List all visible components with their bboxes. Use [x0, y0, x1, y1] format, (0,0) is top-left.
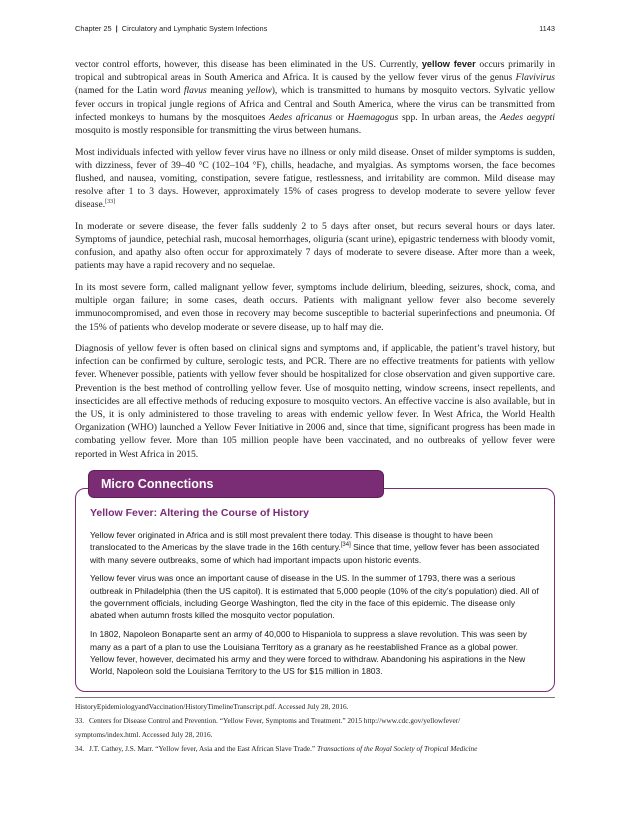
species-aedes-aegypti: Aedes aegypti	[500, 111, 555, 123]
paragraph-malignant-disease: In its most severe form, called malignant yellow fever, symptoms include delirium, bleeding, seizures, shock, coma, and multiple organ failure; in some cases, death occurs. Patients with malignant yellow fever also become severely immunocompromised, and even those in recovery may become susceptible to bacterial superinfections and pneumonia. Of the 15% of patients who develop moderate or severe disease, up to half may die.	[75, 281, 555, 333]
genus-flavivirus: Flavivirus	[515, 72, 555, 84]
text-run: meaning	[206, 85, 247, 97]
text-run: spp. In urban areas, the	[398, 111, 501, 123]
key-term-yellow-fever: yellow fever	[421, 59, 476, 69]
genus-haemagogus: Haemagogus	[347, 111, 399, 123]
micro-connections-tab: Micro Connections	[88, 470, 384, 498]
footnote-number: 34.	[75, 744, 85, 753]
text-run: occurs primarily in tropical and subtropical areas in South America and Africa. It is caused by the yellow fever virus of the genus	[75, 59, 555, 84]
page-number: 1143	[539, 24, 555, 33]
header-separator: |	[113, 24, 120, 33]
footnote-33-text: Centers for Disease Control and Prevention. “Yellow Fever, Symptoms and Treatment.” 2015 http://www.cdc.gov/yellowfever/	[89, 716, 461, 725]
text-run: (named for the Latin word	[75, 85, 184, 97]
header-chapter-title	[75, 24, 267, 33]
section-label: Circulatory and Lymphatic System Infections	[121, 24, 268, 33]
text-run: Yellow fever originated in Africa and is still most prevalent there today. This disease is thought to have been translocated to the Americas by the slave trade in the 16th century.	[90, 530, 493, 553]
footnote-34-journal: Transactions of the Royal Society of Tropical Medicine	[316, 744, 478, 753]
text-run: ), which is transmitted to humans by mosquito vectors. Sylvatic yellow fever occurs in tropical jungle regions of Africa and Central and South America, where the virus can be transmitted from infected monkeys to humans by the mosquitoes	[75, 85, 555, 123]
footnotes	[75, 700, 555, 756]
paragraph-mild-disease	[75, 146, 555, 212]
footnote-continued: HistoryEpidemiologyandVaccination/HistoryTimelineTranscript.pdf. Accessed July 28, 2016.	[75, 702, 349, 711]
citation-33[interactable]: [33]	[105, 199, 116, 206]
feature-paragraph-origin	[90, 529, 540, 566]
main-body-text	[75, 58, 555, 469]
micro-connections-title: Yellow Fever: Altering the Course of History	[90, 507, 309, 519]
text-run: or	[332, 111, 348, 123]
running-header	[75, 24, 555, 38]
micro-connections-content	[90, 506, 540, 684]
text-run: mosquito is mostly responsible for transmitting the virus between humans.	[75, 125, 362, 137]
footnote-33-continued: symptoms/index.html. Accessed July 28, 2016.	[75, 730, 213, 739]
feature-paragraph-napoleon: In 1802, Napoleon Bonaparte sent an army of 40,000 to Hispaniola to suppress a slave revolution. This was seen by many as a part of a plan to use the Louisiana Territory as a granary as he reestablished France as a global power. Yellow fever, however, decimated his army and they were forced to withdraw. Abandoning his aspirations in the New World, Napoleon sold the Louisiana Territory to the US for $15 million in 1803.	[90, 629, 527, 677]
paragraph-moderate-disease: In moderate or severe disease, the fever falls suddenly 2 to 5 days after onset, but recurs several hours or days later. Symptoms of jaundice, petechial rash, mucosal hemorrhages, oliguria (scant urine), epigastric tenderness with bloody vomit, confusion, and apathy also often occur for approximately 7 days of moderate to severe disease. After more than a week, patients may have a rapid recovery and no sequelae.	[75, 220, 555, 272]
text-run: Since that time, yellow fever has been associated with many severe outbreaks, some of which had important impacts upon historic events.	[90, 542, 540, 565]
footnote-34-text: J.T. Cathey, J.S. Marr. “Yellow fever, Asia and the East African Slave Trade.”	[89, 744, 317, 753]
text-run: vector control efforts, however, this disease has been eliminated in the US. Currently,	[75, 59, 422, 70]
chapter-label: Chapter 25	[75, 24, 112, 33]
footnote-divider	[75, 697, 555, 698]
footnote-33	[75, 714, 555, 728]
word-yellow: yellow	[246, 85, 272, 97]
feature-paragraph-philadelphia: Yellow fever virus was once an important cause of disease in the US. In the summer of 1793, there was a serious outbreak in Philadelphia (then the US capitol). It is estimated that 5,000 people (10% of the city’s population) died. All of the government officials, including George Washington, fled the city in the face of this epidemic. The disease only abated when autumn frosts killed the mosquito vector population.	[90, 573, 539, 621]
species-aedes-africanus: Aedes africanus	[269, 111, 333, 123]
paragraph-yellow-fever-intro	[75, 58, 555, 137]
citation-34[interactable]: [34]	[340, 542, 351, 549]
footnote-34	[75, 742, 555, 756]
footnote-number: 33.	[75, 716, 85, 725]
paragraph-diagnosis-prevention: Diagnosis of yellow fever is often based on clinical signs and symptoms and, if applicable, the patient’s travel history, but infection can be confirmed by culture, serologic tests, and PCR. There are no effective treatments for patients with yellow fever. Whenever possible, patients with yellow fever should be hospitalized for close observation and given supportive care. Prevention is the best method of controlling yellow fever. Use of mosquito netting, window screens, insect repellents, and insecticides are all effective methods of reducing exposure to mosquito vectors. An effective vaccine is also available, but in the US, it is only administered to those traveling to areas with endemic yellow fever. In West Africa, the World Health Organization (WHO) launched a Yellow Fever Initiative in 2006 and, since that time, significant progress has been made in combating yellow fever. More than 105 million people have been vaccinated, and no outbreaks of yellow fever were reported in West Africa in 2015.	[75, 343, 555, 460]
latin-flavus: flavus	[183, 85, 207, 97]
text-run: Most individuals infected with yellow fever virus have no illness or only mild disease. Onset of milder symptoms is sudden, with dizziness, fever of 39–40 °C (102–104 °F), chills, headache, and myalgias. As symptoms worsen, the face becomes flushed, and nausea, vomiting, constipation, severe fatigue, restlessness, and irritability are common. Mild disease may resolve after 1 to 3 days. However, approximately 15% of cases progress to develop moderate to severe yellow fever disease.	[75, 146, 555, 211]
